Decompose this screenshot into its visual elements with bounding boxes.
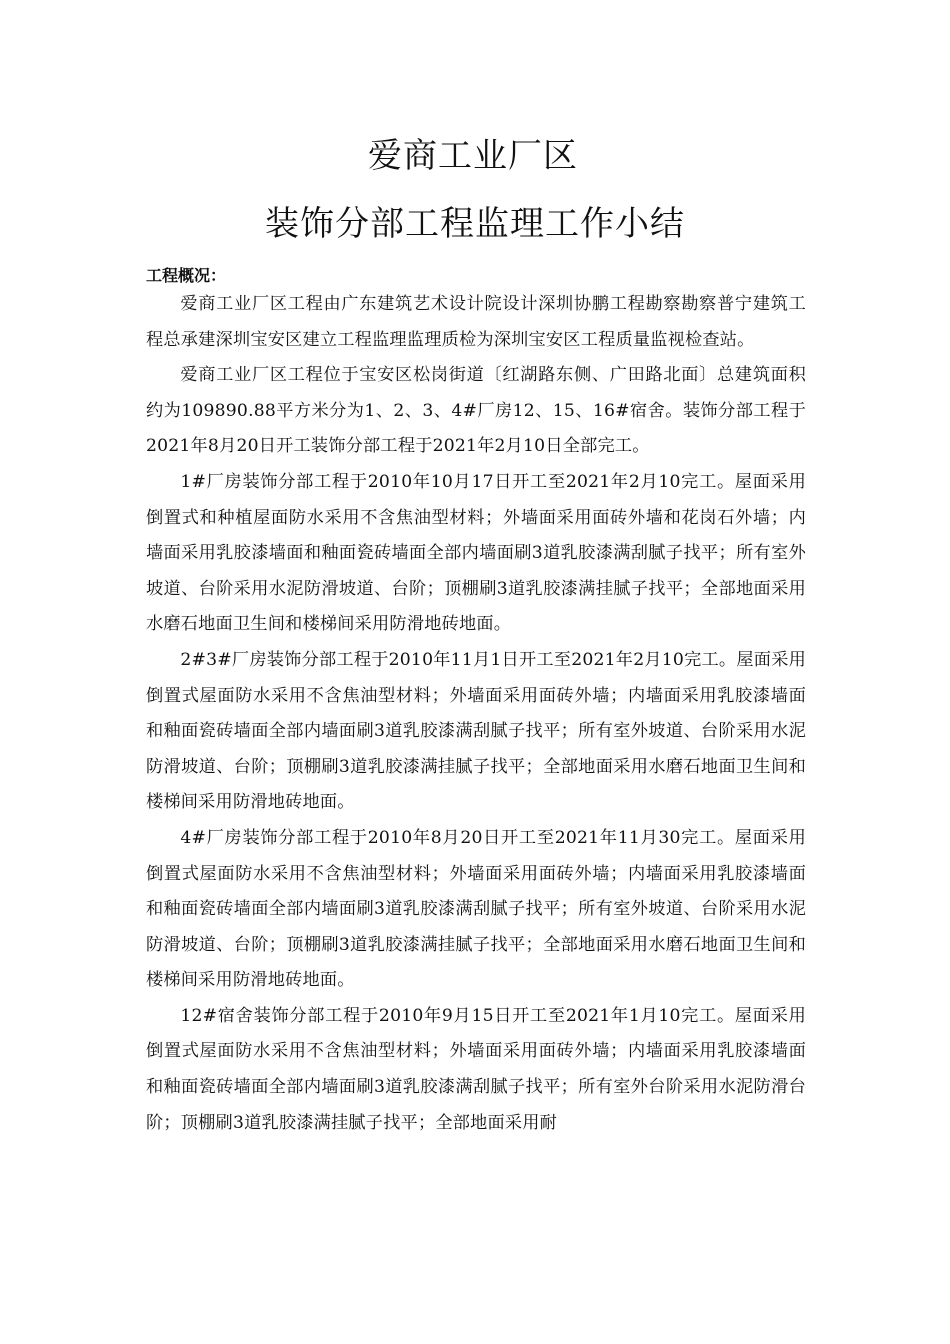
document-title-line1: 爱商工业厂区 <box>368 136 578 176</box>
paragraph-factory-2-3: 2#3#厂房装饰分部工程于2010年11月1日开工至2021年2月10完工。屋面采用倒置式屋面防水采用不含焦油型材料；外墙面采用面砖外墙；内墙面采用乳胶漆墙面和釉面瓷砖墙面全部内墙面刷3道乳胶漆满刮腻子找平；所有室外坡道、台阶采用水泥防滑坡道、台阶；顶棚刷3道乳胶漆满挂腻子找平；全部地面采用水磨石地面卫生间和楼梯间采用防滑地砖地面。 <box>146 649 806 813</box>
paragraph-factory-1: 1#厂房装饰分部工程于2010年10月17日开工至2021年2月10完工。屋面采用倒置式和种植屋面防水采用不含焦油型材料；外墙面采用面砖外墙和花岗石外墙；内墙面采用乳胶漆墙面和釉面瓷砖墙面全部内墙面刷3道乳胶漆满刮腻子找平；所有室外坡道、台阶采用水泥防滑坡道、台阶；顶棚刷3道乳胶漆满挂腻子找平；全部地面采用水磨石地面卫生间和楼梯间采用防滑地砖地面。 <box>146 471 806 635</box>
paragraph-project-parties: 爱商工业厂区工程由广东建筑艺术设计院设计深圳协鹏工程勘察勘察普宁建筑工程总承建深圳宝安区建立工程监理监理质检为深圳宝安区工程质量监视检查站。 <box>146 294 806 350</box>
paragraph-factory-4: 4#厂房装饰分部工程于2010年8月20日开工至2021年11月30完工。屋面采用倒置式屋面防水采用不含焦油型材料；外墙面采用面砖外墙；内墙面采用乳胶漆墙面和釉面瓷砖墙面全部内墙面刷3道乳胶漆满刮腻子找平；所有室外坡道、台阶采用水泥防滑坡道、台阶；顶棚刷3道乳胶漆满挂腻子找平；全部地面采用水磨石地面卫生间和楼梯间采用防滑地砖地面。 <box>146 827 806 991</box>
document-body <box>146 287 806 1141</box>
paragraph-project-location: 爱商工业厂区工程位于宝安区松岗街道〔红湖路东侧、广田路北面〕总建筑面积约为109890.88平方米分为1、2、3、4#厂房12、15、16#宿舍。装饰分部工程于2021年8月20日开工装饰分部工程于2021年2月10日全部完工。 <box>146 365 806 457</box>
section-heading-overview: 工程概况： <box>146 266 227 285</box>
paragraph-dormitory-12: 12#宿舍装饰分部工程于2010年9月15日开工至2021年1月10完工。屋面采用倒置式屋面防水采用不含焦油型材料；外墙面采用面砖外墙；内墙面采用乳胶漆墙面和釉面瓷砖墙面全部内墙面刷3道乳胶漆满刮腻子找平；所有室外台阶采用水泥防滑台阶；顶棚刷3道乳胶漆满挂腻子找平；全部地面采用耐 <box>146 1005 806 1133</box>
document-title-line2: 装饰分部工程监理工作小结 <box>265 204 685 244</box>
